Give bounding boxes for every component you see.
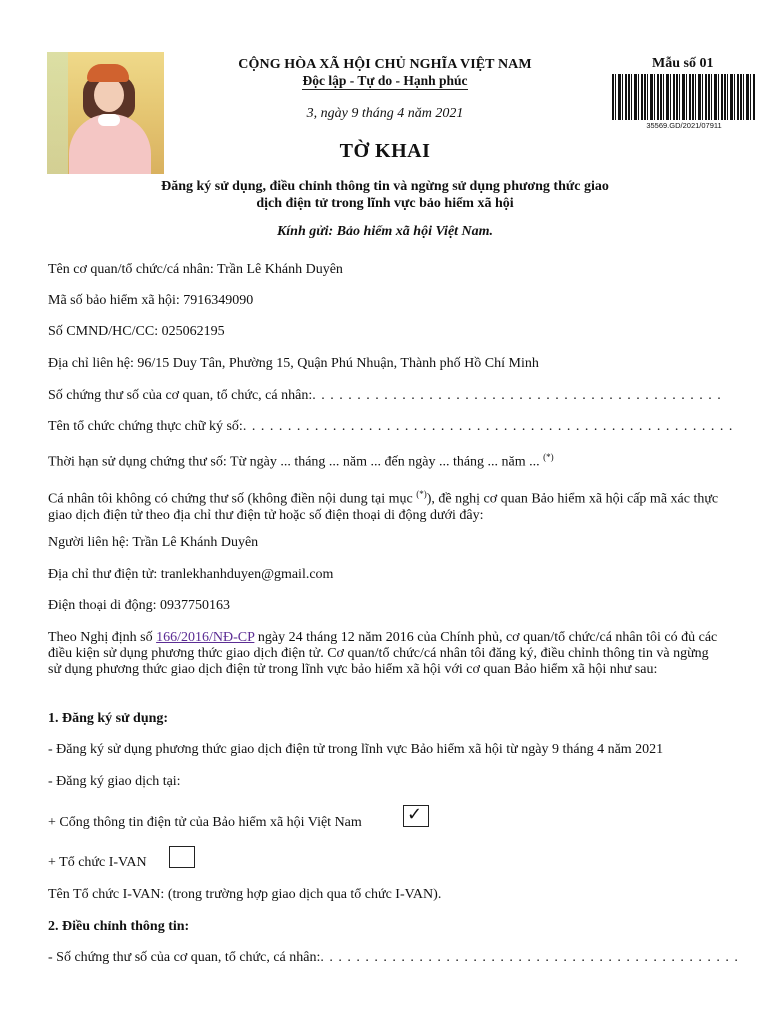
contact-person-field: Người liên hệ: Trần Lê Khánh Duyên: [48, 535, 259, 550]
ivan-checkbox[interactable]: [169, 846, 195, 868]
document-subtitle: Đăng ký sử dụng, điều chỉnh thông tin và ngừng sử dụng phương thức giao dịch điện tử trong lĩnh vực bảo hiểm xã hội: [161, 179, 609, 211]
form-number: Mẫu số 01: [652, 56, 714, 71]
barcode-number: 35569.GD/2021/07911: [646, 121, 722, 130]
option-ivan: + Tổ chức I-VAN: [48, 855, 147, 870]
document-title: TỜ KHAI: [339, 140, 431, 162]
ivan-name-line: Tên Tổ chức I-VAN: (trong trường hợp giao dịch qua tổ chức I-VAN).: [48, 887, 442, 902]
no-cert-note: Cá nhân tôi không có chứng thư số (không điền nội dung tại mục (*)), đề nghị cơ quan Bảo hiểm xã hội cấp mã xác thực giao dịch điện tử theo địa chỉ thư điện tử hoặc số điện thoại di động dưới đây:: [48, 489, 719, 523]
address-field: Địa chỉ liên hệ: 96/15 Duy Tân, Phường 15, Quận Phú Nhuận, Thành phố Hồ Chí Minh: [48, 356, 539, 371]
decree-paragraph: Theo Nghị định số 166/2016/NĐ-CP ngày 24 tháng 12 năm 2016 của Chính phủ, cơ quan/tổ chức/cá nhân tôi có đủ các điều kiện sử dụng phương thức giao dịch điện tử. Cơ quan/tổ chức/cá nhân tôi đăng ký, điều chỉnh thông tin và ngừng sử dụng phương thức giao dịch điện tử trong lĩnh vực bảo hiểm xã hội với cơ quan Bảo hiểm xã hội như sau:: [48, 630, 718, 677]
portal-checkbox[interactable]: [403, 805, 429, 827]
register-line: - Đăng ký sử dụng phương thức giao dịch điện tử trong lĩnh vực Bảo hiểm xã hội từ ngày 9 tháng 4 năm 2021: [48, 742, 664, 757]
adjust-cert-number-field: - Số chứng thư số của cơ quan, tổ chức, cá nhân:. . . . . . . . . . . . . . . . . . . . . . . . . . . . . . . . . . . . . . . . . . . . . . .: [48, 950, 739, 965]
id-number-field: Số CMND/HC/CC: 025062195: [48, 324, 225, 339]
cert-org-field: Tên tổ chức chứng thực chữ ký số:. . . . . . . . . . . . . . . . . . . . . . . . . . . . . . . . . . . . . . . . . . . . . . . . . . . . . . .: [48, 419, 734, 434]
org-name-field: Tên cơ quan/tổ chức/cá nhân: Trần Lê Khánh Duyên: [48, 262, 343, 277]
document-date: 3, ngày 9 tháng 4 năm 2021: [306, 106, 464, 121]
barcode: [612, 74, 756, 120]
option-portal: + Cổng thông tin điện tử của Bảo hiểm xã hội Việt Nam: [48, 815, 362, 830]
cert-number-field: Số chứng thư số của cơ quan, tổ chức, cá nhân:. . . . . . . . . . . . . . . . . . . . . . . . . . . . . . . . . . . . . . . . . . . . . .: [48, 388, 722, 403]
national-motto: Độc lập - Tự do - Hạnh phúc: [302, 73, 468, 88]
insurance-code-field: Mã số bảo hiểm xã hội: 7916349090: [48, 293, 254, 308]
email-field: Địa chỉ thư điện tử: tranlekhanhduyen@gmail.com: [48, 567, 334, 582]
decree-link[interactable]: 166/2016/NĐ-CP: [156, 630, 255, 645]
recipient: Kính gửi: Bảo hiểm xã hội Việt Nam.: [276, 224, 494, 239]
cert-period-field: Thời hạn sử dụng chứng thư số: Từ ngày ... tháng ... năm ... đến ngày ... tháng ... năm ... (*): [48, 452, 554, 470]
national-title: CỘNG HÒA XÃ HỘI CHỦ NGHĨA VIỆT NAM: [238, 57, 532, 72]
register-at-line: - Đăng ký giao dịch tại:: [48, 774, 181, 789]
checkmark-icon: ✓: [407, 804, 423, 825]
phone-field: Điện thoại di động: 0937750163: [48, 598, 230, 613]
section2-heading: 2. Điều chỉnh thông tin:: [48, 919, 190, 934]
section1-heading: 1. Đăng ký sử dụng:: [48, 711, 169, 726]
